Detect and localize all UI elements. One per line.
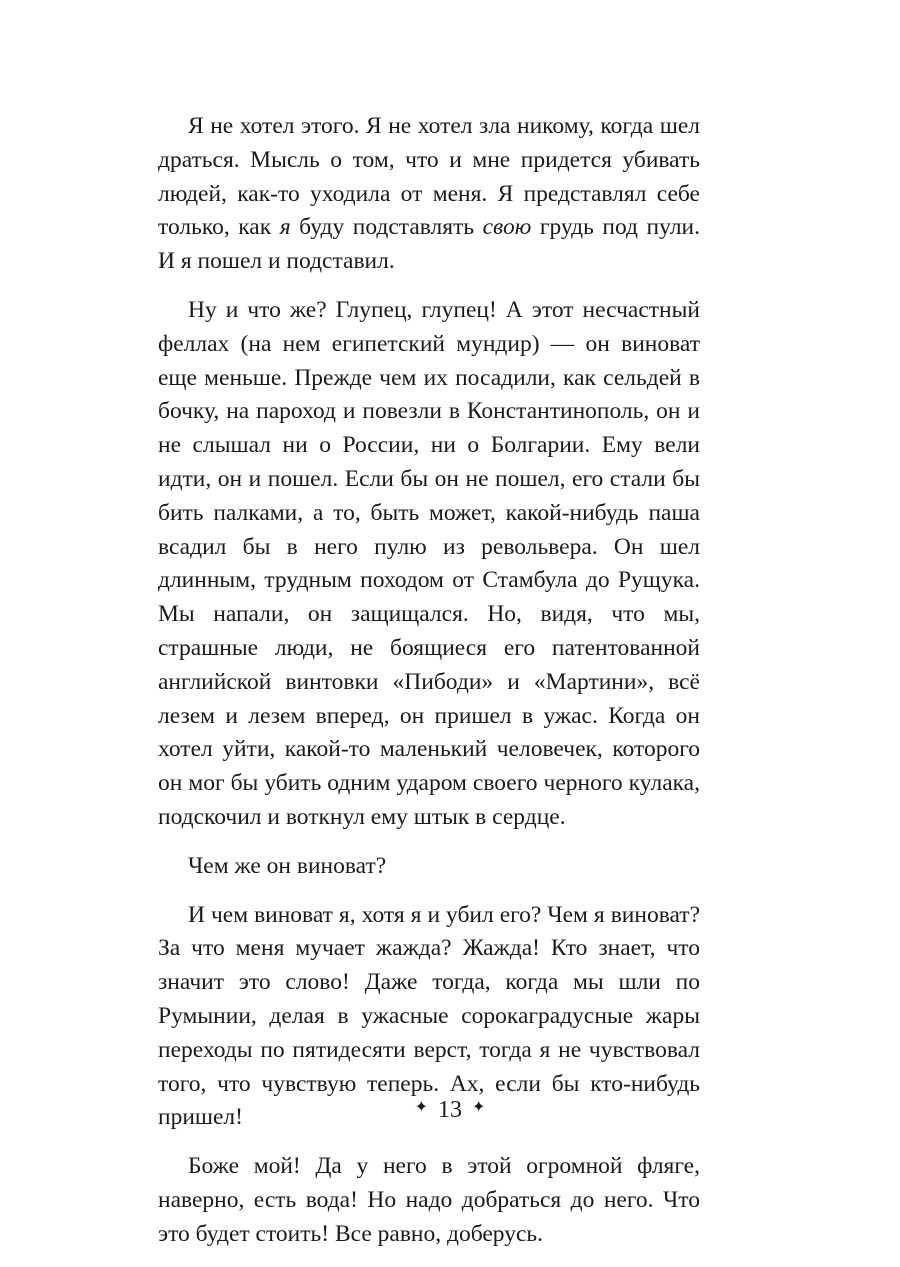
italic-word: я <box>279 214 291 241</box>
paragraph-text: Боже мой! Да у него в этой огромной фляге, наверно, есть вода! Но надо добраться до него. Что это будет стоить! Все равно, доберусь. <box>158 1153 700 1247</box>
paragraph <box>158 294 700 835</box>
text-column <box>158 110 700 1252</box>
italic-word: свою <box>482 214 532 241</box>
paragraph-text: Ну и что же? Глупец, глупец! А этот несчастный феллах (на нем египетский мундир) — он виноват еще меньше. Прежде чем их посадили, как сельдей в бочку, на пароход и повезли в Константинополь, он и не слышал ни о России, ни о Болгарии. Ему вели идти, он и пошел. Если бы он не пошел, его стали бы бить палками, а то, быть может, какой-нибудь паша всадил бы в него пулю из револьвера. Он шел длинным, трудным походом от Стамбула до Рущука. Мы напали, он защищался. Но, видя, что мы, страшные люди, не боящиеся его патентованной английской винтовки «Пибоди» и «Мартини», всё лезем и лезем вперед, он пришел в ужас. Когда он хотел уйти, какой-то маленький человечек, которого он мог бы убить одним ударом своего черного кулака, подскочил и воткнул ему штык в сердце. <box>158 296 700 830</box>
ornament-right-icon: ✦ <box>472 1099 486 1117</box>
paragraph-text: И чем виноват я, хотя я и убил его? Чем я виноват? За что меня мучает жажда? Жажда! Кто знает, что значит это слово! Даже тогда, когда мы шли по Румынии, делая в ужасные сорокаградусные жары переходы по пятидесяти верст, тогда я не чувствовал того, что чувствую теперь. Ах, если бы кто-нибудь пришел! <box>158 901 700 1131</box>
ornament-left-icon: ✦ <box>414 1099 428 1117</box>
page-number: 13 <box>438 1097 462 1124</box>
paragraph-text: грудь под пули. И я пошел и подставил. <box>158 214 700 275</box>
paragraph-text: Чем же он виноват? <box>188 852 387 879</box>
paragraph <box>158 1150 700 1251</box>
paragraph-text: Я не хотел этого. Я не хотел зла никому, когда шел драться. Мысль о том, что и мне придется убивать людей, как-то уходила от меня. Я представлял себе только, как <box>158 113 700 241</box>
paragraph-text: буду подставлять <box>290 214 483 241</box>
paragraph <box>158 110 700 279</box>
page-footer <box>0 1094 900 1125</box>
paragraph <box>158 850 700 884</box>
